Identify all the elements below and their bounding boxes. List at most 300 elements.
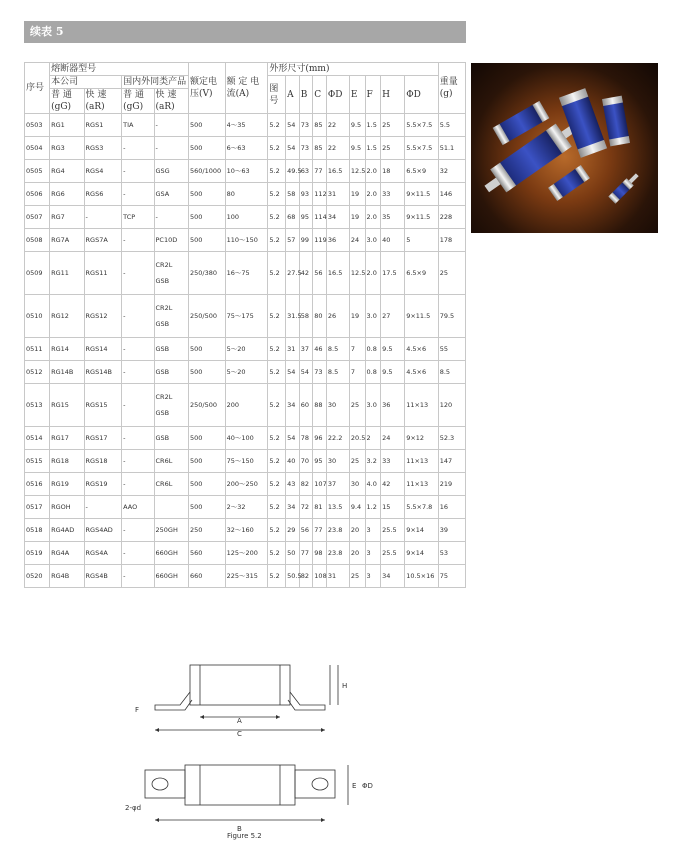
table-cell: 31.5: [286, 295, 300, 338]
header-phid2: ΦD: [405, 76, 439, 114]
table-cell: -: [122, 160, 154, 183]
table-cell: 37: [326, 473, 349, 496]
table-cell: 16.5: [326, 252, 349, 295]
table-cell: 20: [349, 542, 365, 565]
table-cell: 31: [326, 565, 349, 588]
table-cell: 60: [299, 384, 313, 427]
table-row: [25, 450, 466, 473]
table-cell: 500: [189, 473, 226, 496]
table-cell: 1.5: [365, 137, 381, 160]
table-cell: 54: [286, 114, 300, 137]
table-row: [25, 229, 466, 252]
table-cell: 19: [349, 295, 365, 338]
table-cell: 75: [438, 565, 465, 588]
table-cell: -: [122, 183, 154, 206]
table-cell: 5.2: [268, 183, 286, 206]
table-cell: 29: [286, 519, 300, 542]
table-cell: 95: [299, 206, 313, 229]
table-cell: -: [122, 427, 154, 450]
table-cell: -: [122, 229, 154, 252]
table-cell: 57: [286, 229, 300, 252]
table-row: [25, 565, 466, 588]
table-cell: 80: [313, 295, 327, 338]
table-cell: 2.0: [365, 160, 381, 183]
table-cell: 81: [313, 496, 327, 519]
table-cell: 11×13: [405, 384, 439, 427]
table-cell: 500: [189, 206, 226, 229]
table-cell: 11×13: [405, 450, 439, 473]
table-cell: 8.5: [326, 361, 349, 384]
table-cell: 5.2: [268, 295, 286, 338]
table-row: [25, 160, 466, 183]
table-cell: 32: [438, 160, 465, 183]
table-cell: 0514: [25, 427, 50, 450]
table-row: [25, 427, 466, 450]
table-cell: 6.5×9: [405, 160, 439, 183]
table-cell: 16.5: [326, 160, 349, 183]
table-cell: 34: [326, 206, 349, 229]
table-cell: 49.5: [286, 160, 300, 183]
table-cell: 3.2: [365, 450, 381, 473]
table-cell: RGS4B: [84, 565, 122, 588]
table-cell: 0504: [25, 137, 50, 160]
table-cell: 31: [326, 183, 349, 206]
table-cell: 0509: [25, 252, 50, 295]
table-cell: 5.5: [438, 114, 465, 137]
table-cell: 5.2: [268, 427, 286, 450]
table-cell: 3.0: [365, 295, 381, 338]
header-seq: 序号: [25, 63, 50, 114]
table-cell: 119: [313, 229, 327, 252]
header-F: F: [365, 76, 381, 114]
table-cell: 0508: [25, 229, 50, 252]
label-holes: 2-φd: [125, 804, 142, 812]
table-cell: 40: [381, 229, 405, 252]
table-cell: 34: [286, 496, 300, 519]
table-cell: 25.5: [381, 519, 405, 542]
table-row: [25, 114, 466, 137]
table-cell: 5.5×7.5: [405, 114, 439, 137]
table-cell: 0513: [25, 384, 50, 427]
table-cell: TIA: [122, 114, 154, 137]
table-cell: 95: [313, 450, 327, 473]
table-cell: 39: [438, 519, 465, 542]
table-cell: RGS4A: [84, 542, 122, 565]
table-row: [25, 519, 466, 542]
table-cell: RG14B: [50, 361, 84, 384]
table-cell: 75～175: [225, 295, 268, 338]
table-cell: 9×14: [405, 542, 439, 565]
table-cell: 660GH: [154, 542, 188, 565]
table-cell: CR6L: [154, 450, 188, 473]
table-cell: 77: [313, 519, 327, 542]
table-cell: 43: [286, 473, 300, 496]
table-cell: RGS12: [84, 295, 122, 338]
table-cell: 30: [349, 473, 365, 496]
table-cell: 23.8: [326, 519, 349, 542]
table-cell: RGS17: [84, 427, 122, 450]
table-cell: [154, 496, 188, 519]
table-cell: RG4A: [50, 542, 84, 565]
table-cell: 17.5: [381, 252, 405, 295]
table-cell: 9.4: [349, 496, 365, 519]
table-cell: 7: [349, 338, 365, 361]
table-cell: 42: [299, 252, 313, 295]
table-cell: 250/380: [189, 252, 226, 295]
table-cell: 33: [381, 450, 405, 473]
table-cell: 37: [299, 338, 313, 361]
table-cell: RGOH: [50, 496, 84, 519]
table-cell: GSB: [154, 427, 188, 450]
table-cell: 500: [189, 183, 226, 206]
table-cell: 20.5: [349, 427, 365, 450]
table-cell: 250/500: [189, 295, 226, 338]
table-cell: 93: [299, 183, 313, 206]
label-B: B: [237, 825, 242, 833]
table-cell: 26: [326, 295, 349, 338]
table-cell: 78: [299, 427, 313, 450]
header-foreign: 国内外同类产品: [122, 76, 189, 89]
table-cell: 500: [189, 137, 226, 160]
table-cell: RG15: [50, 384, 84, 427]
table-cell: 58: [299, 295, 313, 338]
label-phid: ΦD: [362, 782, 373, 790]
table-cell: 25: [349, 384, 365, 427]
table-cell: 500: [189, 114, 226, 137]
table-cell: 35: [381, 206, 405, 229]
table-cell: 200: [225, 384, 268, 427]
table-cell: 560/1000: [189, 160, 226, 183]
table-cell: 125～200: [225, 542, 268, 565]
figure-caption: Figure 5.2: [227, 832, 262, 840]
table-cell: 0507: [25, 206, 50, 229]
table-cell: 5.2: [268, 565, 286, 588]
table-cell: 3: [365, 542, 381, 565]
table-cell: 25: [381, 114, 405, 137]
table-cell: 40～100: [225, 427, 268, 450]
table-cell: 250/500: [189, 384, 226, 427]
table-cell: 24: [349, 229, 365, 252]
table-cell: 25: [349, 565, 365, 588]
table-cell: 100: [225, 206, 268, 229]
table-cell: RG12: [50, 295, 84, 338]
table-cell: 3.0: [365, 384, 381, 427]
table-cell: 5: [405, 229, 439, 252]
table-cell: -: [122, 473, 154, 496]
table-cell: 5.2: [268, 114, 286, 137]
table-cell: 34: [286, 384, 300, 427]
table-cell: 560: [189, 542, 226, 565]
header-company: 本公司: [50, 76, 122, 89]
table-cell: 9×11.5: [405, 295, 439, 338]
table-cell: RGS19: [84, 473, 122, 496]
label-H: H: [342, 682, 348, 690]
table-cell: 3: [365, 565, 381, 588]
table-cell: 9.5: [349, 137, 365, 160]
table-cell: RG1: [50, 114, 84, 137]
table-cell: RG18: [50, 450, 84, 473]
header-B: B: [299, 76, 313, 114]
header-H: H: [381, 76, 405, 114]
table-cell: GSB: [154, 338, 188, 361]
table-cell: -: [122, 361, 154, 384]
table-cell: 25: [381, 137, 405, 160]
table-cell: 73: [299, 114, 313, 137]
table-cell: 107: [313, 473, 327, 496]
table-cell: 112: [313, 183, 327, 206]
table-cell: 5.5×7.8: [405, 496, 439, 519]
header-E: E: [349, 76, 365, 114]
table-cell: 63: [299, 160, 313, 183]
table-cell: 7: [349, 361, 365, 384]
table-cell: 146: [438, 183, 465, 206]
table-cell: 5.2: [268, 496, 286, 519]
table-cell: 500: [189, 361, 226, 384]
table-row: [25, 137, 466, 160]
table-cell: RGS15: [84, 384, 122, 427]
table-cell: 178: [438, 229, 465, 252]
table-cell: RG14: [50, 338, 84, 361]
table-cell: 54: [286, 361, 300, 384]
table-cell: -: [122, 338, 154, 361]
table-cell: 6.5×9: [405, 252, 439, 295]
header-gg2: 普 通 (gG): [122, 89, 154, 114]
table-cell: 1.2: [365, 496, 381, 519]
table-cell: -: [154, 206, 188, 229]
table-cell: 30: [326, 384, 349, 427]
table-cell: 108: [313, 565, 327, 588]
table-cell: 2～32: [225, 496, 268, 519]
table-cell: 660: [189, 565, 226, 588]
table-cell: 36: [381, 384, 405, 427]
table-cell: 12.5: [349, 160, 365, 183]
fuse-product-photo: [471, 63, 658, 233]
table-cell: RGS1: [84, 114, 122, 137]
table-row: [25, 496, 466, 519]
table-cell: 5.2: [268, 361, 286, 384]
table-cell: 16: [438, 496, 465, 519]
table-cell: 5.2: [268, 384, 286, 427]
table-cell: 9×11.5: [405, 183, 439, 206]
header-voltage: 额定电压(V): [189, 63, 226, 114]
table-cell: 19: [349, 206, 365, 229]
table-cell: 2: [365, 427, 381, 450]
table-cell: 3: [365, 519, 381, 542]
table-cell: 15: [381, 496, 405, 519]
table-cell: 0505: [25, 160, 50, 183]
table-cell: 56: [313, 252, 327, 295]
table-cell: 5.2: [268, 542, 286, 565]
table-cell: 5.2: [268, 338, 286, 361]
label-A: A: [237, 717, 242, 725]
table-cell: CR2L GSB: [154, 384, 188, 427]
table-cell: 5.5×7.5: [405, 137, 439, 160]
table-cell: -: [122, 137, 154, 160]
table-cell: RG19: [50, 473, 84, 496]
table-cell: 11×13: [405, 473, 439, 496]
table-cell: RGS7A: [84, 229, 122, 252]
table-cell: 55: [438, 338, 465, 361]
header-model: 熔断器型号: [50, 63, 189, 76]
table-row: [25, 183, 466, 206]
table-cell: RGS14B: [84, 361, 122, 384]
table-cell: 5～20: [225, 361, 268, 384]
table-cell: CR2L GSB: [154, 295, 188, 338]
table-cell: 96: [313, 427, 327, 450]
table-cell: 0503: [25, 114, 50, 137]
table-cell: 5.2: [268, 229, 286, 252]
table-cell: 98: [313, 542, 327, 565]
table-cell: -: [122, 565, 154, 588]
table-cell: 0516: [25, 473, 50, 496]
table-row: [25, 361, 466, 384]
table-cell: 30: [326, 450, 349, 473]
table-cell: 147: [438, 450, 465, 473]
table-cell: CR2L GSB: [154, 252, 188, 295]
table-cell: 5～20: [225, 338, 268, 361]
table-cell: 10.5×16: [405, 565, 439, 588]
table-cell: 500: [189, 338, 226, 361]
table-cell: 88: [313, 384, 327, 427]
table-cell: 72: [299, 496, 313, 519]
table-cell: 85: [313, 114, 327, 137]
table-cell: 82: [299, 473, 313, 496]
table-cell: 79.5: [438, 295, 465, 338]
table-cell: 5.2: [268, 252, 286, 295]
table-cell: 25: [438, 252, 465, 295]
table-cell: 0517: [25, 496, 50, 519]
table-cell: 2.0: [365, 206, 381, 229]
table-cell: 25.5: [381, 542, 405, 565]
label-C: C: [237, 730, 242, 738]
table-cell: 22: [326, 114, 349, 137]
table-cell: 9.5: [381, 338, 405, 361]
table-cell: 0519: [25, 542, 50, 565]
table-cell: 19: [349, 183, 365, 206]
table-cell: 34: [381, 565, 405, 588]
table-cell: 4.5×6: [405, 361, 439, 384]
table-cell: 70: [299, 450, 313, 473]
table-cell: 13.5: [326, 496, 349, 519]
table-cell: PC10D: [154, 229, 188, 252]
table-cell: 225～315: [225, 565, 268, 588]
table-cell: 250GH: [154, 519, 188, 542]
table-cell: RG4: [50, 160, 84, 183]
table-cell: -: [154, 114, 188, 137]
table-cell: 2.0: [365, 183, 381, 206]
table-cell: 82: [299, 565, 313, 588]
fuse-dimension-drawing: [120, 650, 380, 850]
table-cell: 22.2: [326, 427, 349, 450]
table-cell: 24: [381, 427, 405, 450]
table-cell: 52.3: [438, 427, 465, 450]
table-cell: -: [122, 450, 154, 473]
table-cell: 9×14: [405, 519, 439, 542]
table-cell: 85: [313, 137, 327, 160]
table-cell: 4～35: [225, 114, 268, 137]
table-cell: RG3: [50, 137, 84, 160]
table-cell: 0506: [25, 183, 50, 206]
table-cell: RGS18: [84, 450, 122, 473]
table-cell: 9.5: [381, 361, 405, 384]
table-cell: RG7: [50, 206, 84, 229]
table-cell: 5.2: [268, 519, 286, 542]
table-cell: 20: [349, 519, 365, 542]
header-phid: ΦD: [326, 76, 349, 114]
table-cell: 5.2: [268, 473, 286, 496]
table-cell: 50.5: [286, 565, 300, 588]
table-cell: 5.2: [268, 450, 286, 473]
table-cell: 80: [225, 183, 268, 206]
header-weight: 重量(g): [438, 63, 465, 114]
table-cell: -: [122, 252, 154, 295]
table-cell: -: [84, 206, 122, 229]
table-cell: 228: [438, 206, 465, 229]
table-cell: 99: [299, 229, 313, 252]
table-cell: 0.8: [365, 338, 381, 361]
table-cell: 77: [313, 160, 327, 183]
table-cell: 5.2: [268, 137, 286, 160]
table-cell: 4.0: [365, 473, 381, 496]
table-cell: 0515: [25, 450, 50, 473]
table-cell: RGS4: [84, 160, 122, 183]
table-row: [25, 542, 466, 565]
table-cell: RGS3: [84, 137, 122, 160]
table-cell: 73: [313, 361, 327, 384]
table-cell: 58: [286, 183, 300, 206]
table-cell: 73: [299, 137, 313, 160]
table-cell: 0511: [25, 338, 50, 361]
table-cell: 0510: [25, 295, 50, 338]
table-cell: 114: [313, 206, 327, 229]
table-cell: RG17: [50, 427, 84, 450]
table-cell: -: [122, 542, 154, 565]
table-cell: RG4B: [50, 565, 84, 588]
table-cell: 16～75: [225, 252, 268, 295]
table-cell: 250: [189, 519, 226, 542]
table-cell: 3.0: [365, 229, 381, 252]
table-cell: 200～250: [225, 473, 268, 496]
table-cell: RG4AD: [50, 519, 84, 542]
header-ar2: 快 速 (aR): [154, 89, 188, 114]
table-cell: 6～63: [225, 137, 268, 160]
table-cell: 4.5×6: [405, 338, 439, 361]
label-E: E: [352, 782, 357, 790]
table-row: [25, 473, 466, 496]
table-cell: 50: [286, 542, 300, 565]
table-cell: 12.5: [349, 252, 365, 295]
table-cell: 54: [286, 427, 300, 450]
header-current: 额 定 电 流(A): [225, 63, 268, 114]
table-cell: 10～63: [225, 160, 268, 183]
table-row: [25, 384, 466, 427]
section-title: 续表 5: [24, 21, 466, 43]
table-cell: 1.5: [365, 114, 381, 137]
table-cell: 46: [313, 338, 327, 361]
table-cell: RGS11: [84, 252, 122, 295]
header-dims: 外形尺寸(mm): [268, 63, 438, 76]
table-row: [25, 338, 466, 361]
header-fig: 图号: [268, 76, 286, 114]
table-cell: 0518: [25, 519, 50, 542]
table-cell: RGS14: [84, 338, 122, 361]
table-cell: -: [122, 519, 154, 542]
table-cell: -: [84, 496, 122, 519]
table-cell: 500: [189, 496, 226, 519]
table-cell: AAO: [122, 496, 154, 519]
table-cell: -: [122, 295, 154, 338]
table-cell: 2.0: [365, 252, 381, 295]
